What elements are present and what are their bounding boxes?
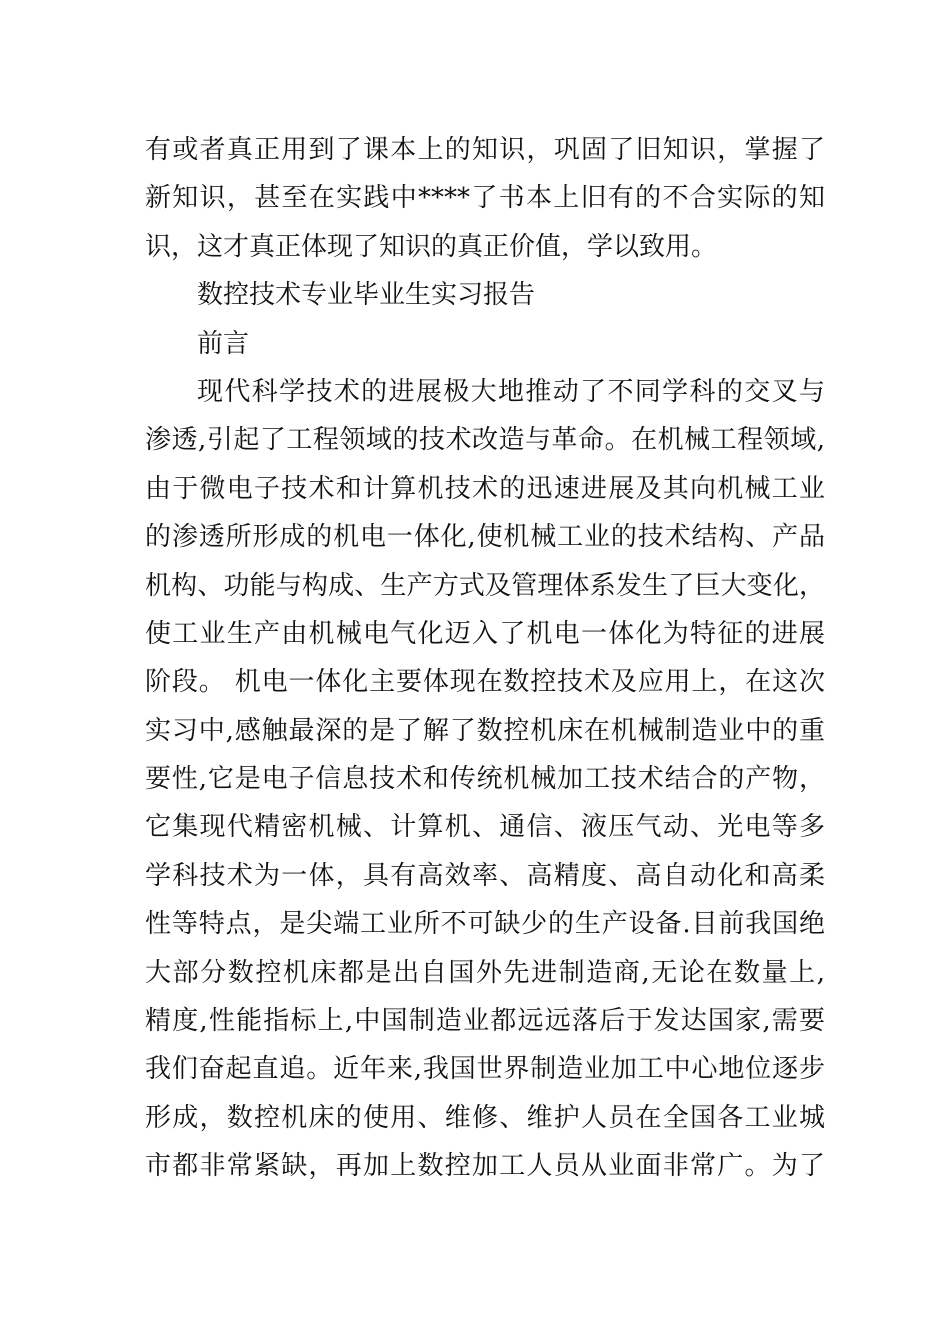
- text-line: 有或者真正用到了课本上的知识，巩固了旧知识，掌握了: [145, 135, 825, 165]
- text-line: 大部分数控机床都是出自国外先进制造商,无论在数量上,: [145, 957, 825, 988]
- text-line: 实习中,感触最深的是了解了数控机床在机械制造业中的重: [145, 715, 825, 746]
- section-title: 数控技术专业毕业生实习报告: [197, 280, 536, 311]
- text-line: 新知识，甚至在实践中****了书本上旧有的不合实际的知: [145, 183, 825, 214]
- text-line: 形成，数控机床的使用、维修、维护人员在全国各工业城: [145, 1102, 825, 1133]
- text-line: 性等特点，是尖端工业所不可缺少的生产设备.目前我国绝: [145, 909, 825, 940]
- text-line: 由于微电子技术和计算机技术的迅速进展及其向机械工业: [145, 473, 825, 504]
- text-line: 渗透,引起了工程领域的技术改造与革命。在机械工程领域,: [145, 425, 825, 456]
- text-line: 学科技术为一体，具有高效率、高精度、高自动化和高柔: [145, 860, 825, 891]
- text-line: 它集现代精密机械、计算机、通信、液压气动、光电等多: [145, 812, 825, 843]
- preface-heading: 前言: [197, 328, 250, 359]
- text-line: 精度,性能指标上,中国制造业都远远落后于发达国家,需要: [145, 1006, 825, 1037]
- text-line: 使工业生产由机械电气化迈入了机电一体化为特征的进展: [145, 618, 825, 649]
- text-line: 机构、功能与构成、生产方式及管理体系发生了巨大变化，: [145, 570, 825, 601]
- text-line: 阶段。 机电一体化主要体现在数控技术及应用上，在这次: [145, 667, 825, 698]
- text-line: 现代科学技术的进展极大地推动了不同学科的交叉与: [197, 376, 825, 407]
- text-line: 识，这才真正体现了知识的真正价值，学以致用。: [145, 231, 718, 262]
- text-line: 我们奋起直追。近年来,我国世界制造业加工中心地位逐步: [145, 1054, 825, 1085]
- text-line: 要性,它是电子信息技术和传统机械加工技术结合的产物，: [145, 764, 825, 795]
- document-body: [145, 126, 825, 1191]
- text-line: 的渗透所形成的机电一体化,使机械工业的技术结构、产品: [145, 522, 825, 553]
- text-line: 市都非常紧缺，再加上数控加工人员从业面非常广。为了: [145, 1151, 825, 1182]
